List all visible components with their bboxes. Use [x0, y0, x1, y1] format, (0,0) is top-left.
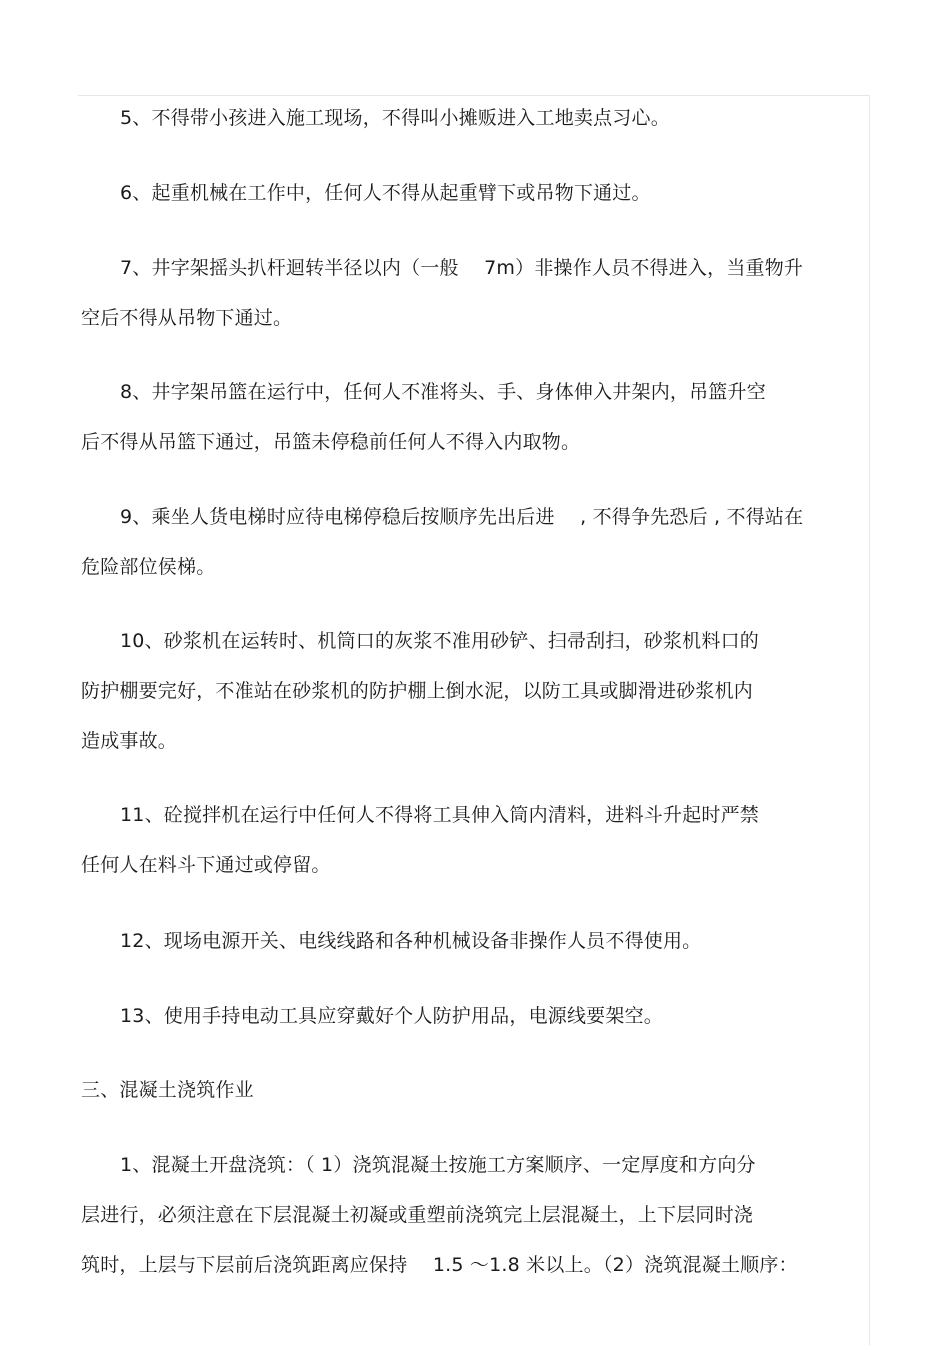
rule-5-line: 5、不得带小孩进入施工现场，不得叫小摊贩进入工地卖点习心。 [120, 107, 670, 129]
rule-10-line-3: 造成事故。 [81, 730, 178, 752]
rule-10-line-1: 10、砂浆机在运转时、机筒口的灰浆不准用砂铲、扫帚刮扫，砂浆机料口的 [120, 630, 759, 652]
rule-6-line: 6、起重机械在工作中，任何人不得从起重臂下或吊物下通过。 [120, 182, 651, 204]
rule-8-line-2: 后不得从吊篮下通过，吊篮未停稳前任何人不得入内取物。 [81, 431, 581, 453]
rule-11-line-1: 11、砼搅拌机在运行中任何人不得将工具伸入筒内清料，进料斗升起时严禁 [120, 804, 759, 826]
section-heading: 三、混凝土浇筑作业 [81, 1079, 254, 1101]
rule-11-line-2: 任何人在料斗下通过或停留。 [81, 854, 331, 876]
rule-9-line-1: 9、乘坐人货电梯时应待电梯停稳后按顺序先出后进 , 不得争先恐后 , 不得站在 [120, 506, 804, 528]
rule-7-line-1: 7、井字架摇头扒杆迴转半径以内（一般 7m）非操作人员不得进入，当重物升 [120, 257, 804, 279]
concrete-rule-1-line-2: 层进行，必须注意在下层混凝土初凝或重塑前浇筑完上层混凝土，上下层同时浇 [81, 1204, 754, 1226]
rule-10-line-2: 防护棚要完好，不准站在砂浆机的防护棚上倒水泥，以防工具或脚滑进砂浆机内 [81, 680, 754, 702]
rule-13-line: 13、使用手持电动工具应穿戴好个人防护用品，电源线要架空。 [120, 1005, 663, 1027]
concrete-rule-1-line-1: 1、混凝土开盘浇筑：（ 1）浇筑混凝土按施工方案顺序、一定厚度和方向分 [120, 1154, 756, 1176]
rule-9-line-2: 危险部位侯梯。 [81, 556, 216, 578]
concrete-rule-1-line-3: 筑时，上层与下层前后浇筑距离应保持 1.5 ～1.8 米以上。（2）浇筑混凝土顺序： [81, 1254, 798, 1276]
rule-7-line-2: 空后不得从吊物下通过。 [81, 307, 293, 329]
rule-8-line-1: 8、井字架吊篮在运行中，任何人不准将头、手、身体伸入井架内，吊篮升空 [120, 381, 766, 403]
rule-12-line: 12、现场电源开关、电线线路和各种机械设备非操作人员不得使用。 [120, 930, 702, 952]
